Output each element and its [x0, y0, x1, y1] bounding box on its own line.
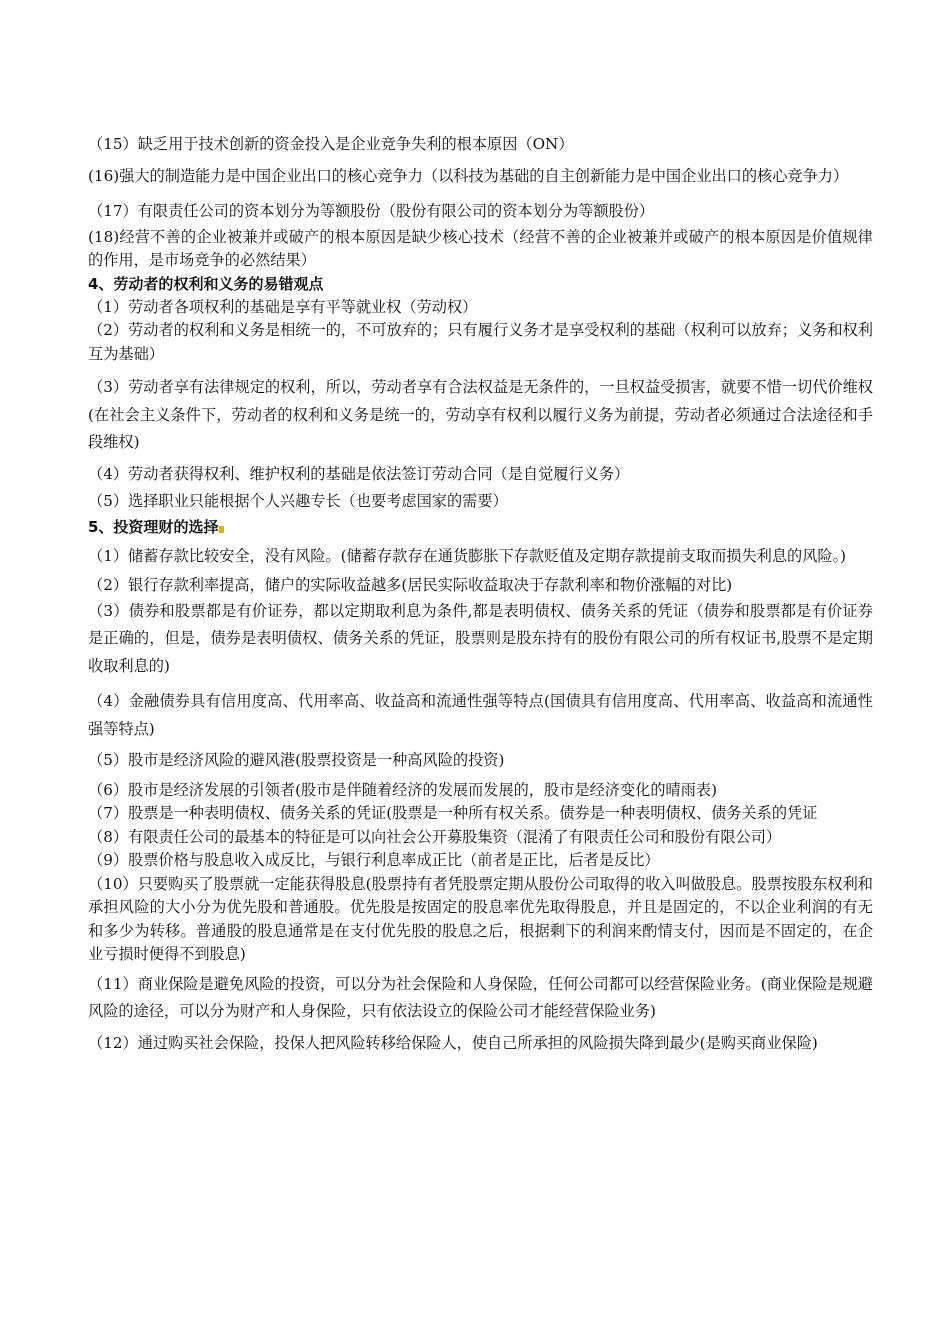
- list-item: (18)经营不善的企业被兼并或破产的根本原因是缺少核心技术（经营不善的企业被兼并或破产的根本原因是价值规律的作用，是市场竞争的必然结果）: [88, 227, 873, 269]
- document-page: [88, 131, 873, 1057]
- list-item: （6）股市是经济发展的引领者(股市是伴随着经济的发展而发展的，股市是经济变化的晴雨表): [88, 780, 718, 799]
- list-item: （10）只要购买了股票就一定能获得股息(股票持有者凭股票定期从股份公司取得的收入叫做股息。股票按股东权利和承担风险的大小分为优先股和普通股。优先股是按固定的股息率优先取得股息，并且是固定的，不以企业利润的有无和多少为转移。普通股的股息通常是在支付优先股的股息之后，根据剩下的利润来酌情支付，因而是不固定的，在企业亏损时便得不到股息): [88, 874, 873, 963]
- list-item: （9）股票价格与股息收入成反比，与银行利息率成正比（前者是正比，后者是反比）: [88, 851, 660, 869]
- list-item: （1）劳动者各项权利的基础是享有平等就业权（劳动权）: [88, 297, 478, 316]
- list-item: （4）金融债券具有信用度高、代用率高、收益高和流通性强等特点(国债具有信用度高、代用率高、收益高和流通性强等特点): [88, 692, 873, 738]
- list-item: （4）劳动者获得权利、维护权利的基础是依法签订劳动合同（是自觉履行义务）: [88, 464, 630, 483]
- list-item: （1）储蓄存款比较安全，没有风险。(储蓄存款存在通货膨胀下存款贬值及定期存款提前支取而损失利息的风险。): [88, 546, 847, 565]
- section-heading: 4、劳动者的权利和义务的易错观点: [88, 274, 324, 293]
- list-item: （5）股市是经济风险的避风港(股票投资是一种高风险的投资): [88, 751, 505, 769]
- section-heading-text: 5、投资理财的选择: [88, 517, 219, 536]
- list-item: （3）债券和股票都是有价证券，都以定期取利息为条件,都是表明债权、债务关系的凭证（债券和股票都是有价证券是正确的，但是，债券是表明债权、债务关系的凭证，股票则是股东持有的股份有限公司的所有权证书,股票不是定期收取利息的): [88, 601, 873, 675]
- list-item: （2）劳动者的权利和义务是相统一的，不可放弃的；只有履行义务才是享受权利的基础（权利可以放弃；义务和权利互为基础）: [88, 321, 873, 363]
- list-item: （15）缺乏用于技术创新的资金投入是企业竞争失利的根本原因（ON）: [88, 135, 574, 153]
- list-item: （12）通过购买社会保险，投保人把风险转移给保险人，使自己所承担的风险损失降到最少(是购买商业保险): [88, 1033, 818, 1052]
- highlight-mark: [219, 526, 224, 533]
- section-heading: [88, 516, 873, 539]
- list-item: （7）股票是一种表明债权、债务关系的凭证(股票是一种所有权关系。债券是一种表明债权、债务关系的凭证: [88, 804, 818, 822]
- list-item: （5）选择职业只能根据个人兴趣专长（也要考虑国家的需要）: [88, 492, 508, 510]
- list-item: （2）银行存款利率提高，储户的实际收益越多(居民实际收益取决于存款利率和物价涨幅的对比): [88, 576, 733, 594]
- list-item: （11）商业保险是避免风险的投资，可以分为社会保险和人身保险，任何公司都可以经营保险业务。(商业保险是规避风险的途径，可以分为财产和人身保险，只有依法设立的保险公司才能经营保险业务): [88, 974, 873, 1020]
- list-item: （3）劳动者享有法律规定的权利，所以，劳动者享有合法权益是无条件的，一旦权益受损害，就要不惜一切代价维权(在社会主义条件下，劳动者的权利和义务是统一的，劳动享有权利以履行义务为前提，劳动者必须通过合法途径和手段维权): [88, 378, 873, 451]
- list-item: （8）有限责任公司的最基本的特征是可以向社会公开募股集资（混淆了有限责任公司和股份有限公司）: [88, 827, 782, 846]
- list-item: (16)强大的制造能力是中国企业出口的核心竞争力（以科技为基础的自主创新能力是中国企业出口的核心竞争力）: [88, 166, 849, 185]
- list-item: （17）有限责任公司的资本划分为等额股份（股份有限公司的资本划分为等额股份）: [88, 202, 655, 220]
